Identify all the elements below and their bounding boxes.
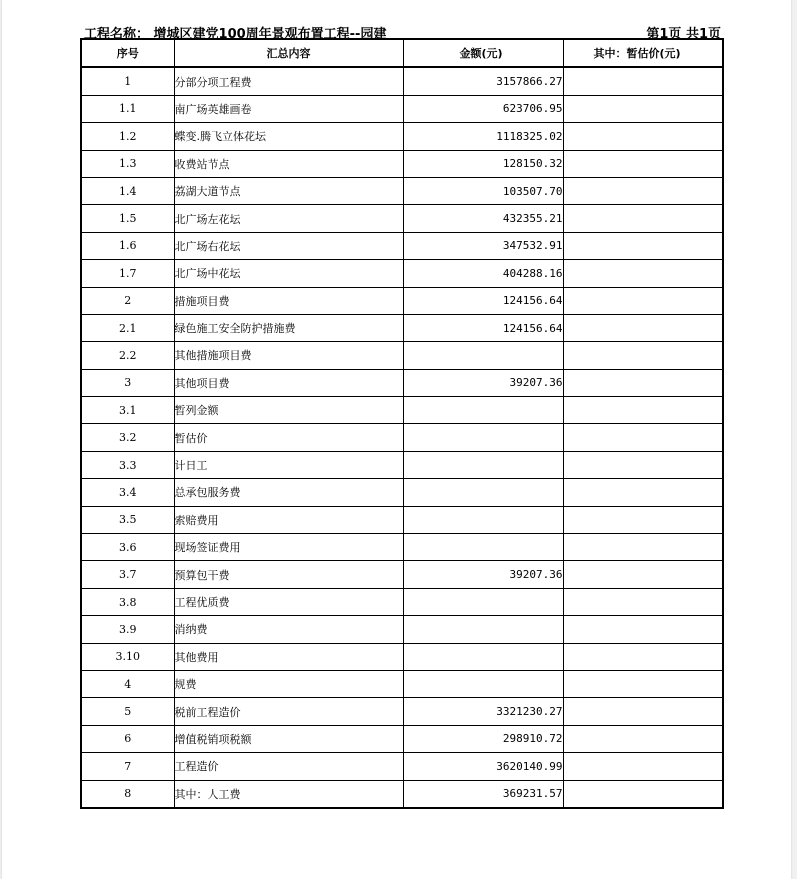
column-header-no: 序号	[81, 39, 174, 67]
table-row	[81, 67, 723, 95]
row-content: 绿色施工安全防护措施费	[174, 314, 403, 341]
row-content: 增值税销项税额	[174, 725, 403, 752]
row-estimate	[563, 95, 723, 122]
table-row	[81, 753, 723, 780]
row-content: 南广场英雄画卷	[174, 95, 403, 122]
row-estimate	[563, 424, 723, 451]
row-estimate	[563, 616, 723, 643]
row-number: 3.4	[81, 479, 174, 506]
table-row	[81, 451, 723, 478]
row-content: 规费	[174, 670, 403, 697]
table-row	[81, 95, 723, 122]
row-number: 3.2	[81, 424, 174, 451]
row-number: 5	[81, 698, 174, 725]
row-estimate	[563, 342, 723, 369]
row-amount: 404288.16	[403, 260, 563, 287]
row-amount: 1118325.02	[403, 123, 563, 150]
row-content: 其他项目费	[174, 369, 403, 396]
row-estimate	[563, 698, 723, 725]
row-content: 暂估价	[174, 424, 403, 451]
row-number: 2	[81, 287, 174, 314]
row-number: 3.7	[81, 561, 174, 588]
column-header-content: 汇总内容	[174, 39, 403, 67]
row-number: 1	[81, 67, 174, 95]
table-row	[81, 397, 723, 424]
row-estimate	[563, 725, 723, 752]
row-content: 北广场右花坛	[174, 232, 403, 259]
row-estimate	[563, 369, 723, 396]
table-row	[81, 123, 723, 150]
row-content: 其他费用	[174, 643, 403, 670]
row-content: 预算包干费	[174, 561, 403, 588]
row-number: 1.7	[81, 260, 174, 287]
row-estimate	[563, 67, 723, 95]
row-estimate	[563, 232, 723, 259]
row-number: 7	[81, 753, 174, 780]
row-number: 3.1	[81, 397, 174, 424]
row-number: 3.3	[81, 451, 174, 478]
row-estimate	[563, 534, 723, 561]
row-estimate	[563, 561, 723, 588]
row-content: 荔湖大道节点	[174, 177, 403, 204]
row-content: 税前工程造价	[174, 698, 403, 725]
row-number: 6	[81, 725, 174, 752]
row-content: 总承包服务费	[174, 479, 403, 506]
row-amount	[403, 397, 563, 424]
row-estimate	[563, 780, 723, 808]
row-estimate	[563, 670, 723, 697]
table-body	[81, 67, 723, 808]
row-number: 1.6	[81, 232, 174, 259]
project-title: 工程名称： 增城区建党100周年景观布置工程--园建	[84, 27, 387, 42]
row-number: 8	[81, 780, 174, 808]
document-header	[83, 21, 723, 42]
row-amount: 3620140.99	[403, 753, 563, 780]
row-amount: 39207.36	[403, 561, 563, 588]
row-amount	[403, 534, 563, 561]
row-amount: 298910.72	[403, 725, 563, 752]
row-content: 北广场左花坛	[174, 205, 403, 232]
column-header-estimate: 其中：暂估价(元)	[563, 39, 723, 67]
table-row	[81, 177, 723, 204]
row-content: 现场签证费用	[174, 534, 403, 561]
row-amount: 124156.64	[403, 287, 563, 314]
row-number: 1.3	[81, 150, 174, 177]
row-amount	[403, 342, 563, 369]
table-header-row	[81, 39, 723, 67]
row-number: 3.9	[81, 616, 174, 643]
row-amount: 103507.70	[403, 177, 563, 204]
row-amount: 124156.64	[403, 314, 563, 341]
row-estimate	[563, 260, 723, 287]
table-row	[81, 698, 723, 725]
row-content: 工程造价	[174, 753, 403, 780]
table-row	[81, 534, 723, 561]
row-amount: 128150.32	[403, 150, 563, 177]
row-amount: 347532.91	[403, 232, 563, 259]
table-row	[81, 287, 723, 314]
row-amount: 3157866.27	[403, 67, 563, 95]
row-number: 4	[81, 670, 174, 697]
table-row	[81, 561, 723, 588]
row-estimate	[563, 314, 723, 341]
row-number: 1.5	[81, 205, 174, 232]
row-amount	[403, 506, 563, 533]
column-header-amount: 金额(元)	[403, 39, 563, 67]
table-row	[81, 424, 723, 451]
row-amount	[403, 479, 563, 506]
row-estimate	[563, 753, 723, 780]
row-number: 2.2	[81, 342, 174, 369]
row-estimate	[563, 150, 723, 177]
row-amount	[403, 588, 563, 615]
row-content: 暂列金额	[174, 397, 403, 424]
row-content: 分部分项工程费	[174, 67, 403, 95]
table-row	[81, 670, 723, 697]
row-amount	[403, 451, 563, 478]
row-amount: 623706.95	[403, 95, 563, 122]
row-number: 3.5	[81, 506, 174, 533]
row-content: 蝶变.腾飞立体花坛	[174, 123, 403, 150]
row-amount: 369231.57	[403, 780, 563, 808]
table-row	[81, 150, 723, 177]
row-estimate	[563, 287, 723, 314]
row-content: 计日工	[174, 451, 403, 478]
table-row	[81, 725, 723, 752]
table-row	[81, 232, 723, 259]
row-estimate	[563, 588, 723, 615]
row-estimate	[563, 397, 723, 424]
table-row	[81, 342, 723, 369]
row-number: 1.4	[81, 177, 174, 204]
row-content: 消纳费	[174, 616, 403, 643]
row-amount: 39207.36	[403, 369, 563, 396]
row-number: 1.1	[81, 95, 174, 122]
row-estimate	[563, 643, 723, 670]
row-estimate	[563, 451, 723, 478]
row-amount	[403, 643, 563, 670]
table-row	[81, 260, 723, 287]
row-amount: 432355.21	[403, 205, 563, 232]
row-number: 2.1	[81, 314, 174, 341]
cost-summary-table	[80, 38, 724, 809]
row-number: 3.10	[81, 643, 174, 670]
table-row	[81, 369, 723, 396]
row-number: 3.8	[81, 588, 174, 615]
row-number: 3	[81, 369, 174, 396]
table-row	[81, 643, 723, 670]
row-estimate	[563, 506, 723, 533]
row-content: 索赔费用	[174, 506, 403, 533]
row-estimate	[563, 177, 723, 204]
row-amount	[403, 424, 563, 451]
row-estimate	[563, 479, 723, 506]
row-estimate	[563, 205, 723, 232]
row-content: 收费站节点	[174, 150, 403, 177]
row-number: 1.2	[81, 123, 174, 150]
row-amount: 3321230.27	[403, 698, 563, 725]
row-number: 3.6	[81, 534, 174, 561]
row-content: 其中：人工费	[174, 780, 403, 808]
page-indicator: 第1页 共1页	[646, 27, 721, 42]
row-content: 工程优质费	[174, 588, 403, 615]
table-row	[81, 314, 723, 341]
row-estimate	[563, 123, 723, 150]
row-content: 措施项目费	[174, 287, 403, 314]
table-row	[81, 506, 723, 533]
row-content: 其他措施项目费	[174, 342, 403, 369]
row-content: 北广场中花坛	[174, 260, 403, 287]
table-row	[81, 780, 723, 808]
table-row	[81, 616, 723, 643]
table-row	[81, 588, 723, 615]
table-row	[81, 479, 723, 506]
row-amount	[403, 616, 563, 643]
table-row	[81, 205, 723, 232]
row-amount	[403, 670, 563, 697]
